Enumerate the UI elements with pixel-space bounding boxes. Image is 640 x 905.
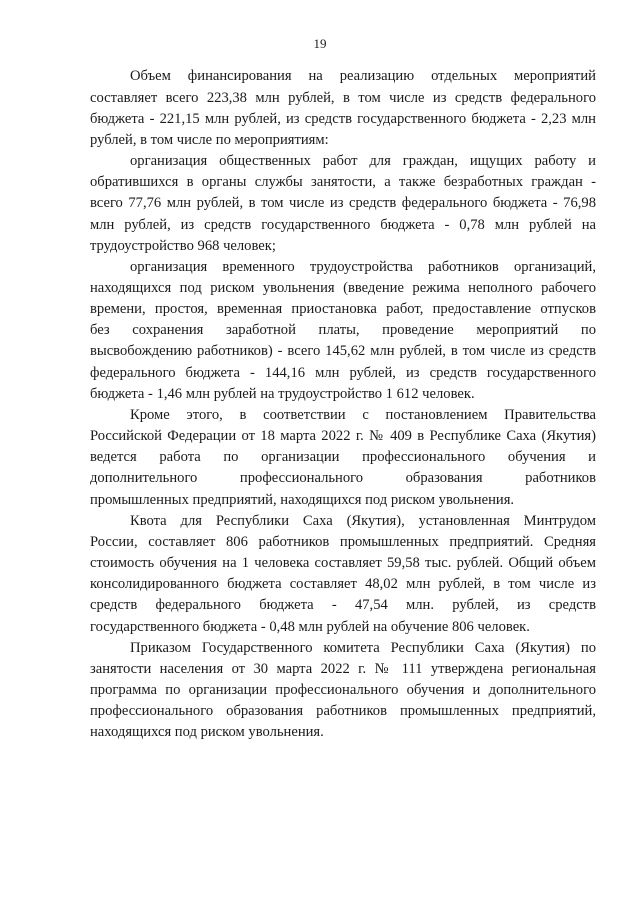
text-line: федерального бюджета - 144,16 млн рублей, из средств государственного	[90, 365, 596, 381]
text-line: занятости населения от 30 марта 2022 г. № 111 утверждена региональная	[90, 661, 596, 677]
text-line: находящихся под риском увольнения.	[90, 724, 324, 740]
text-line: обратившихся в органы службы занятости, а также безработных граждан -	[90, 174, 596, 190]
text-line: Приказом Государственного комитета Республики Саха (Якутия) по	[130, 640, 596, 656]
text-line: рублей, в том числе по мероприятиям:	[90, 132, 329, 148]
text-line: составляет всего 223,38 млн рублей, в том числе из средств федерального	[90, 90, 596, 106]
text-line: бюджета - 221,15 млн рублей, из средств государственного бюджета - 2,23 млн	[90, 111, 596, 127]
text-line: Объем финансирования на реализацию отдельных мероприятий	[130, 68, 596, 84]
text-line: организация временного трудоустройства работников организаций,	[130, 259, 596, 275]
text-line: промышленных предприятий, находящихся под риском увольнения.	[90, 492, 515, 508]
text-line: консолидированного бюджета составляет 48,02 млн рублей, в том числе из	[90, 576, 596, 592]
text-line: средств федерального бюджета - 47,54 млн. рублей, из средств	[90, 597, 596, 613]
text-line: организация общественных работ для граждан, ищущих работу и	[130, 153, 596, 169]
text-line: профессионального образования работников промышленных предприятий,	[90, 703, 596, 719]
text-line: программа по организации профессионального обучения и дополнительного	[90, 682, 596, 698]
text-line: бюджета - 1,46 млн рублей на трудоустройство 1 612 человек.	[90, 386, 475, 402]
text-line: находящихся под риском увольнения (введение режима неполного рабочего	[90, 280, 596, 296]
text-line: высвобождению работников) - всего 145,62 млн рублей, в том числе из средств	[90, 343, 596, 359]
text-line: дополнительного профессионального образования работников	[90, 470, 596, 486]
text-line: млн рублей, из средств государственного бюджета - 0,78 млн рублей на	[90, 217, 596, 233]
text-line: всего 77,76 млн рублей, в том числе из средств федерального бюджета - 76,98	[90, 195, 596, 211]
text-line: России, составляет 806 работников промышленных предприятий. Средняя	[90, 534, 596, 550]
text-line: государственного бюджета - 0,48 млн рублей на обучение 806 человек.	[90, 619, 530, 635]
text-line: без сохранения заработной платы, проведение мероприятий по	[90, 322, 596, 338]
page-number: 19	[313, 36, 327, 51]
text-line: Квота для Республики Саха (Якутия), установленная Минтрудом	[130, 513, 596, 529]
text-line: трудоустройство 968 человек;	[90, 238, 276, 254]
text-line: Российской Федерации от 18 марта 2022 г. № 409 в Республике Саха (Якутия)	[90, 428, 596, 444]
text-line: Кроме этого, в соответствии с постановлением Правительства	[130, 407, 596, 423]
text-line: времени, простоя, временная приостановка работ, предоставление отпусков	[90, 301, 596, 317]
text-line: ведется работа по организации профессионального обучения и	[90, 449, 596, 465]
text-line: стоимость обучения на 1 человека составляет 59,58 тыс. рублей. Общий объем	[90, 555, 596, 571]
